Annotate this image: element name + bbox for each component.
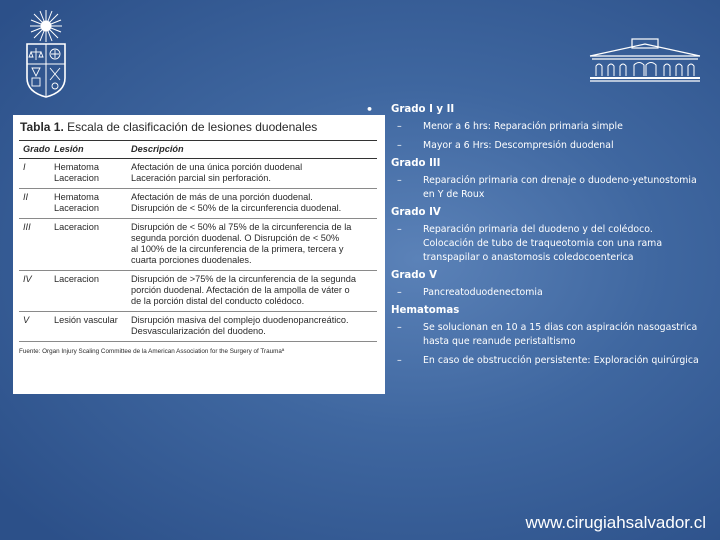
descripcion-line: de la porción distal del conducto colédoco.: [131, 296, 305, 306]
descripcion-line: segunda porción duodenal. O Disrupción de < 50%: [131, 233, 340, 243]
section-heading: [391, 158, 706, 169]
lesion-line: Laceracion: [54, 173, 99, 183]
descripcion-line: Afectación de más de una porción duodenal.: [131, 192, 313, 202]
table-row: [19, 189, 377, 219]
section-heading-text: Grado I y II: [391, 104, 455, 115]
table-title-text: Escala de clasificación de lesiones duodenales: [63, 120, 318, 134]
lesion-line: Hematoma: [54, 192, 99, 202]
descripcion-line: Disrupción de < 50% de la circunferencia duodenal.: [131, 203, 342, 213]
cell-descripcion: [131, 315, 377, 337]
list-item-text: En caso de obstrucción persistente: Exploración quirúrgica: [423, 355, 699, 366]
list-item: [391, 120, 706, 134]
lesion-line: Hematoma: [54, 162, 99, 172]
list-item: [391, 223, 706, 265]
cell-lesion: [54, 162, 131, 184]
cell-grado: V: [23, 315, 30, 325]
section-heading-text: Grado III: [391, 158, 441, 169]
descripcion-line: Disrupción masiva del complejo duodenopancreático.: [131, 315, 349, 325]
treatment-list: [366, 103, 706, 373]
cell-lesion: [54, 192, 131, 214]
dash-icon: –: [397, 287, 402, 298]
dash-icon: –: [397, 224, 402, 235]
section-heading: [391, 305, 706, 316]
table-row: [19, 159, 377, 189]
section-heading: [391, 270, 706, 281]
section-heading: [391, 207, 706, 218]
cell-descripcion: [131, 274, 377, 307]
cell-grado: IV: [23, 274, 32, 284]
list-item-text: Se solucionan en 10 a 15 dias con aspiración nasogastrica hasta que reanude peristaltismo: [423, 322, 698, 347]
lesion-line: Lesión vascular: [54, 315, 118, 325]
cell-grado: III: [23, 222, 31, 232]
list-item: [391, 139, 706, 153]
cell-grado: I: [23, 162, 26, 172]
dash-icon: –: [397, 322, 402, 333]
website-link[interactable]: www.cirugiahsalvador.cl: [525, 513, 706, 532]
cell-lesion: [54, 274, 131, 307]
table-title-number: Tabla 1.: [20, 120, 64, 134]
list-item: [391, 286, 706, 300]
list-item-text: Reparación primaria con drenaje o duodeno-yetunostomia en Y de Roux: [423, 175, 697, 200]
list-item: [391, 321, 706, 349]
table-row: [19, 312, 377, 342]
section-heading-text: Hematomas: [391, 305, 460, 316]
list-item-text: Reparación primaria del duodeno y del colédoco. Colocación de tubo de traqueotomia con una rama transpapilar o anastomosis coledocoenterica: [423, 224, 663, 263]
section-heading: [366, 103, 706, 116]
lesion-line: Laceracion: [54, 203, 99, 213]
university-shield-logo: [24, 8, 68, 98]
table-footnote: Fuente: Organ Injury Scaling Committee de la American Association for the Surgery of Traumaª: [19, 348, 285, 355]
list-item-text: Pancreatoduodenectomia: [423, 287, 543, 298]
table-row: [19, 219, 377, 271]
descripcion-line: Disrupción de < 50% al 75% de la circunferencia de la: [131, 222, 352, 232]
table-header: [19, 141, 377, 159]
cell-descripcion: [131, 222, 377, 266]
cell-lesion: [54, 222, 131, 266]
section-heading-text: Grado IV: [391, 207, 441, 218]
descripcion-line: Laceración parcial sin perforación.: [131, 173, 271, 183]
lesion-line: Laceracion: [54, 274, 99, 284]
cell-descripcion: [131, 192, 377, 214]
descripcion-line: cuarta porciones duodenales.: [131, 255, 252, 265]
bullet-icon: •: [366, 103, 374, 116]
list-item-text: Mayor a 6 Hrs: Descompresión duodenal: [423, 140, 614, 151]
section-heading-text: Grado V: [391, 270, 437, 281]
descripcion-line: Afectación de una única porción duodenal: [131, 162, 303, 172]
dash-icon: –: [397, 140, 402, 151]
cell-descripcion: [131, 162, 377, 184]
cell-lesion: [54, 315, 131, 337]
cell-grado: II: [23, 192, 29, 202]
descripcion-line: Disrupción de >75% de la circunferencia de la segunda: [131, 274, 356, 284]
dash-icon: –: [397, 175, 402, 186]
header-lesion: Lesión: [54, 144, 84, 154]
list-item-text: Menor a 6 hrs: Reparación primaria simple: [423, 121, 623, 132]
header-descripcion: Descripción: [131, 144, 184, 154]
descripcion-line: al 100% de la circunferencia de la primera, tercera y: [131, 244, 344, 254]
star-icon: [30, 10, 62, 42]
table-title: [20, 120, 377, 134]
list-item: [391, 174, 706, 202]
descripcion-line: porción duodenal. Afectación de la ampolla de váter o: [131, 285, 350, 295]
header-grado: Grado: [23, 144, 51, 154]
dash-icon: –: [397, 355, 402, 366]
dash-icon: –: [397, 121, 402, 132]
table-row: [19, 271, 377, 312]
lesion-line: Laceracion: [54, 222, 99, 232]
descripcion-line: Desvascularización del duodeno.: [131, 326, 266, 336]
duodenal-injury-table: [13, 115, 385, 394]
list-item: [391, 354, 706, 368]
hospital-building-logo: [588, 38, 702, 82]
